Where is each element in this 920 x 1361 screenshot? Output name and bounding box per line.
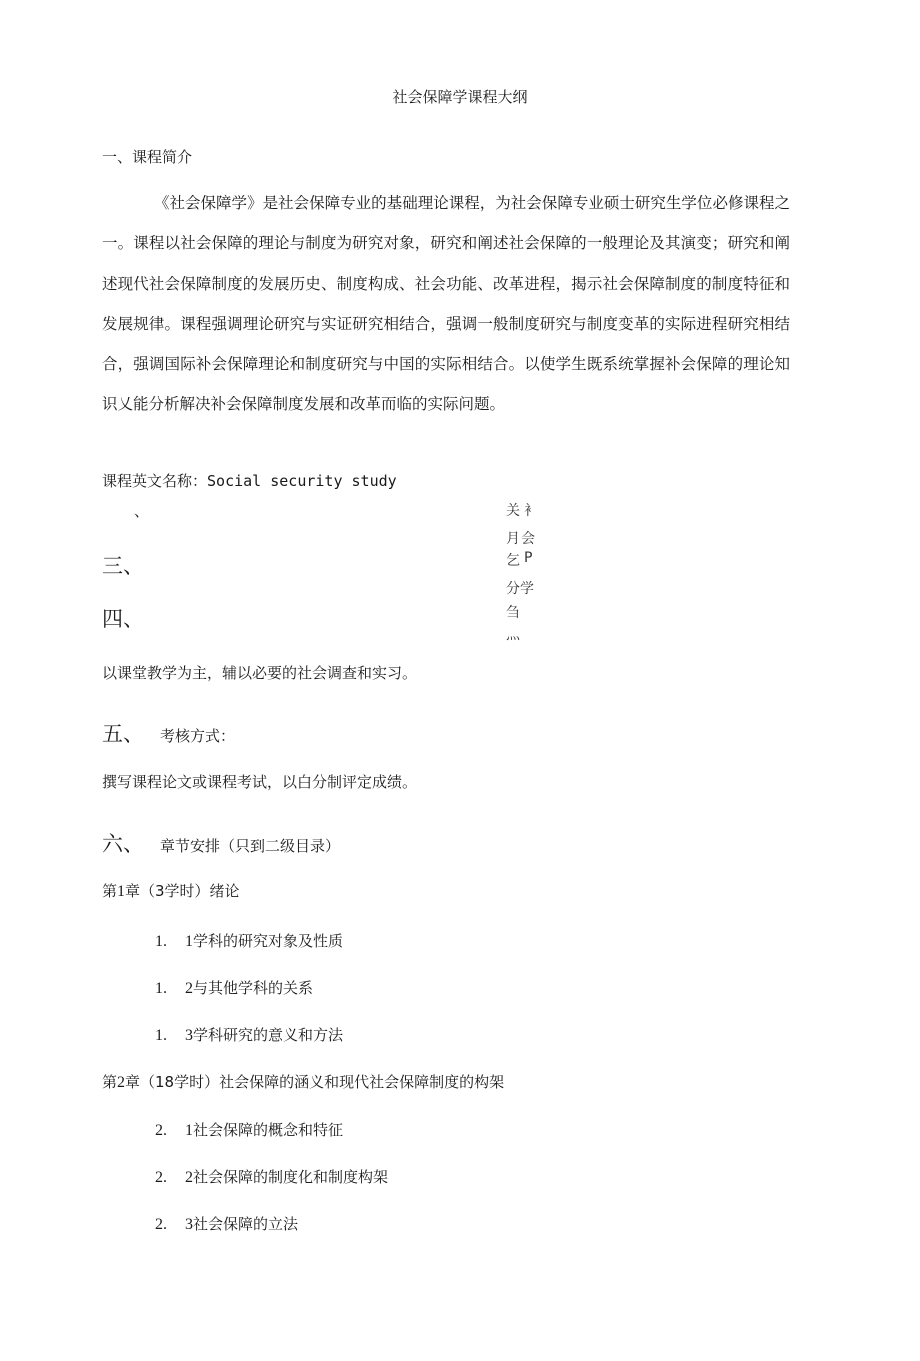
section-item	[155, 1119, 343, 1140]
chapter-heading	[102, 880, 240, 901]
document-title: 社会保障学课程大纲	[392, 88, 528, 106]
section-item	[155, 1213, 298, 1234]
section-5-title: 考核方式：	[160, 727, 236, 745]
section-title: 社会保障的制度化和制度构架	[193, 1168, 389, 1186]
fragment-char: 分	[506, 581, 520, 597]
fragment-char: 会	[521, 531, 535, 547]
exam-method-text: 撰写课程论文或课程考试，以白分制评定成绩。	[102, 773, 418, 791]
section-major-number: 1.	[155, 1027, 167, 1044]
section-major-number: 1.	[155, 933, 167, 950]
fragment-char: 灬	[506, 627, 520, 643]
chapter-prefix: 第	[102, 1073, 118, 1091]
section-minor-number: 2	[185, 1169, 193, 1186]
teaching-method-text: 以课堂教学为主，辅以必要的社会调查和实习。	[102, 664, 418, 682]
section-minor-number: 2	[185, 980, 193, 997]
section-heading-3: 三、	[102, 554, 144, 578]
english-name-line	[102, 470, 397, 491]
section-5-number: 五、	[102, 722, 144, 746]
section-major-number: 2.	[155, 1169, 167, 1186]
section-item	[155, 977, 313, 998]
section-heading-5	[102, 718, 235, 748]
section-6-title: 章节安排（只到二级目录）	[160, 837, 341, 855]
chapter-heading	[102, 1071, 504, 1092]
section-title: 学科的研究对象及性质	[193, 932, 344, 950]
section-item	[155, 1024, 343, 1045]
fragment-char: P	[524, 550, 533, 566]
fragment-char: 月	[506, 531, 520, 547]
section-major-number: 2.	[155, 1216, 167, 1233]
section-title: 社会保障的概念和特征	[193, 1121, 344, 1139]
section-major-number: 1.	[155, 980, 167, 997]
chapter-number: 1	[117, 883, 126, 900]
section-heading-4: 四、	[102, 607, 144, 631]
section-minor-number: 3	[185, 1216, 193, 1233]
fragment-char: 衤	[524, 503, 538, 519]
section-minor-number: 1	[185, 1122, 193, 1139]
stray-punctuation: 、	[134, 502, 150, 520]
section-minor-number: 1	[185, 933, 193, 950]
fragment-char: 学	[520, 581, 534, 597]
section-item	[155, 930, 343, 951]
fragment-char: 刍	[506, 605, 520, 621]
section-heading-course-intro: 一、课程简介	[102, 148, 193, 166]
english-name-value: Social security study	[207, 472, 397, 490]
section-title: 与其他学科的关系	[193, 979, 314, 997]
section-minor-number: 3	[185, 1027, 193, 1044]
english-name-label: 课程英文名称：	[102, 472, 208, 490]
section-title: 学科研究的意义和方法	[193, 1026, 344, 1044]
fragment-char: 关	[506, 503, 520, 519]
section-heading-6	[102, 828, 340, 858]
chapter-prefix: 第	[102, 882, 118, 900]
intro-paragraph: 《社会保障学》是社会保障专业的基础理论课程，为社会保障专业硕士研究生学位必修课程之一。课程以社会保障的理论与制度为研究对象，研究和阐述社会保障的一般理论及其演变；研究和阐述现代社会保障制度的发展历史、制度构成、社会功能、改革进程，揭示社会保障制度的制度特征和发展规律。课程强调理论研究与实证研究相结合，强调一般制度研究与制度变革的实际进程研究相结合，强调国际补会保障理论和制度研究与中国的实际相结合。以使学生既系统掌握补会保障的理论知识乂能分析解决补会保障制度发展和改革而临的实际问题。	[102, 194, 790, 414]
section-title: 社会保障的立法	[193, 1215, 299, 1233]
section-6-number: 六、	[102, 832, 144, 856]
chapter-title: 章（18学时）社会保障的涵义和现代社会保障制度的构架	[125, 1073, 505, 1091]
chapter-number: 2	[117, 1074, 126, 1091]
section-item	[155, 1166, 388, 1187]
section-major-number: 2.	[155, 1122, 167, 1139]
chapter-title: 章（3学时）绪论	[125, 882, 240, 900]
fragment-char: 乞	[506, 553, 520, 569]
